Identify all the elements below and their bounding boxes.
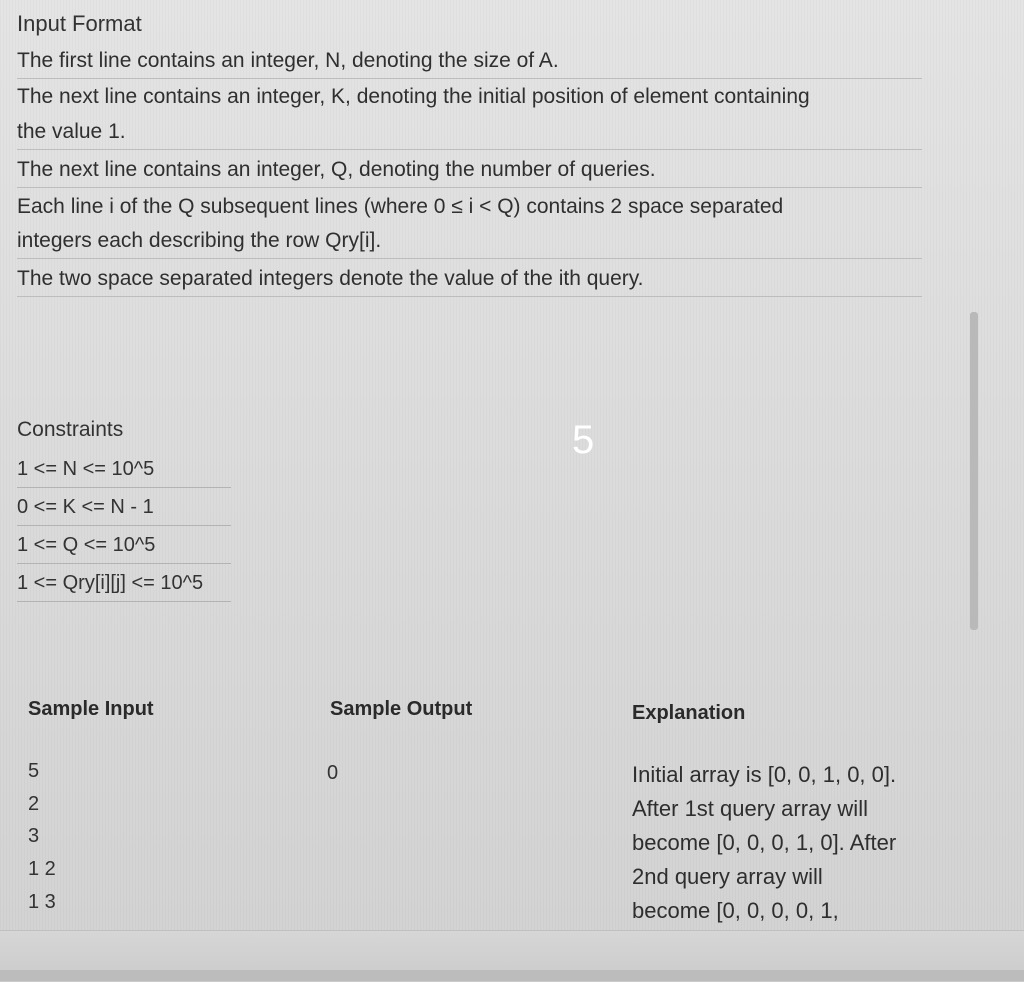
sample-input-line: 1 3 <box>28 891 56 913</box>
input-format-line: the value 1. <box>17 120 126 143</box>
constraint-line: 0 <= K <= N - 1 <box>17 489 231 526</box>
sample-input-line: 2 <box>28 793 40 815</box>
bottom-edge <box>0 970 1024 981</box>
input-format-block <box>17 190 922 259</box>
input-format-line: The first line contains an integer, N, denoting the size of A. <box>17 44 922 79</box>
constraints-title: Constraints <box>17 418 124 441</box>
input-format-line: integers each describing the row Qry[i]. <box>17 229 382 252</box>
input-format-line: Each line i of the Q subsequent lines (where 0 ≤ i < Q) contains 2 space separated <box>17 195 784 218</box>
sample-input-line: 5 <box>28 760 40 782</box>
constraint-line: 1 <= N <= 10^5 <box>17 451 231 488</box>
sample-output-value: 0 <box>327 762 339 784</box>
sample-input-line: 1 2 <box>28 858 56 880</box>
input-format-title: Input Format <box>17 11 142 36</box>
explanation-header: Explanation <box>632 702 746 724</box>
explanation-text: Initial array is [0, 0, 1, 0, 0]. After 1st query array will become [0, 0, 0, 1, 0]. After 2nd query array will become [0, 0, 0, 0, 1, <box>632 762 897 923</box>
input-format-block <box>17 79 922 150</box>
input-format-line: The next line contains an integer, K, denoting the initial position of element containing <box>17 85 810 108</box>
input-format-line: The two space separated integers denote the value of the ith query. <box>17 262 922 297</box>
sample-output-header: Sample Output <box>330 698 473 720</box>
constraint-line: 1 <= Q <= 10^5 <box>17 527 231 564</box>
vertical-scrollbar[interactable] <box>970 312 978 630</box>
overlay-number: 5 <box>572 418 595 462</box>
sample-input-line: 3 <box>28 825 40 847</box>
input-format-line: The next line contains an integer, Q, denoting the number of queries. <box>17 153 922 188</box>
constraint-line: 1 <= Qry[i][j] <= 10^5 <box>17 565 231 602</box>
sample-input-header: Sample Input <box>28 698 154 720</box>
